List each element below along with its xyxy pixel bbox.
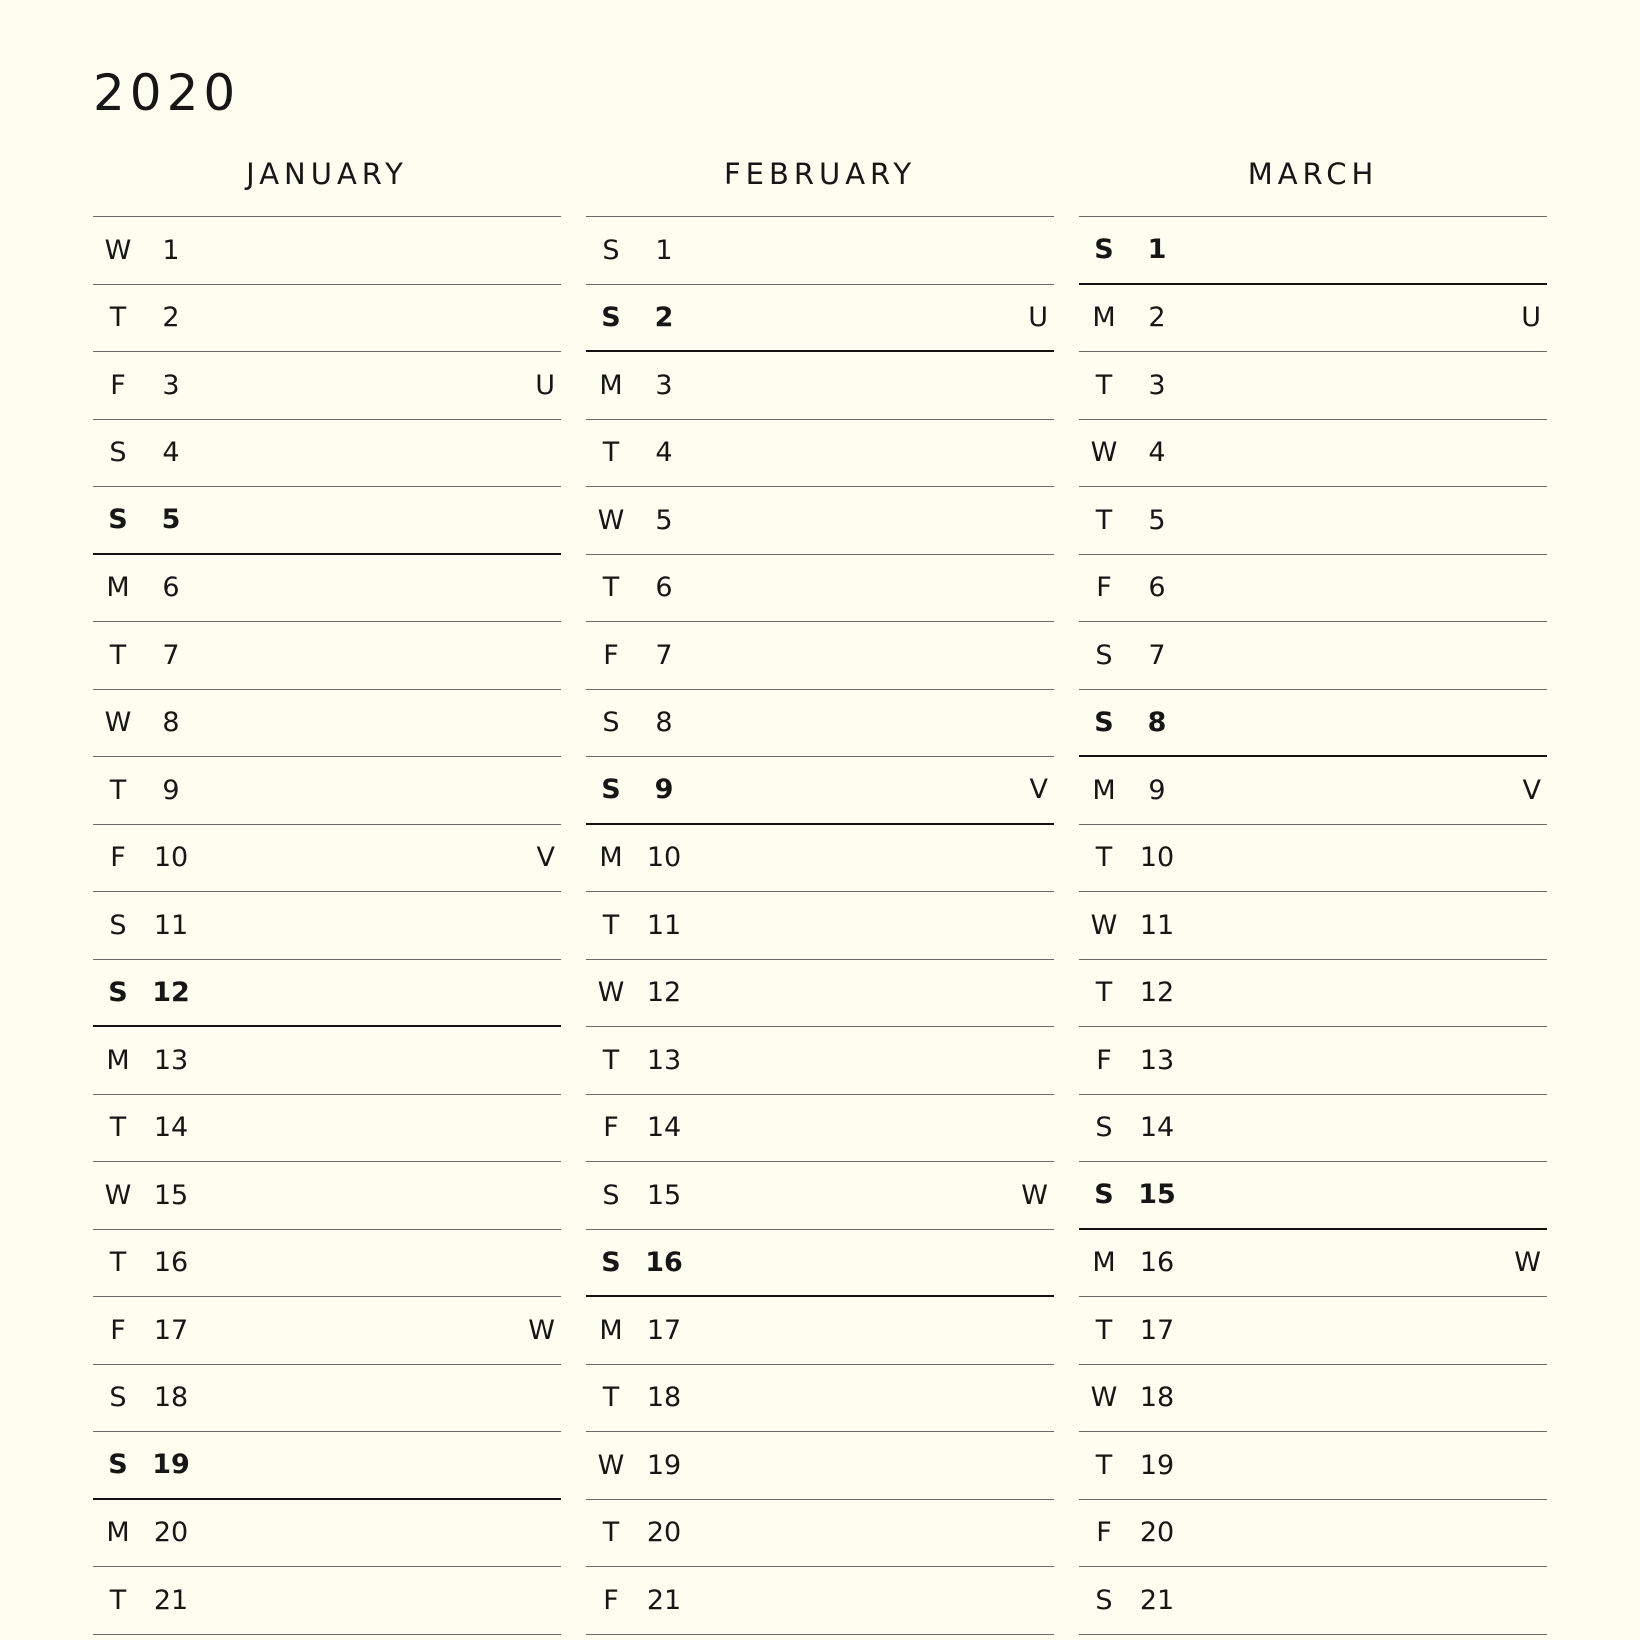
day-row	[586, 1500, 1054, 1568]
day-number: 6	[162, 572, 180, 604]
day-row	[1079, 555, 1547, 623]
day-row	[93, 1230, 561, 1298]
day-number: 2	[654, 301, 674, 333]
day-of-week: S	[1094, 1179, 1114, 1211]
day-row	[93, 555, 561, 623]
day-row	[586, 622, 1054, 690]
day-of-week: T	[602, 1044, 620, 1076]
day-row	[93, 960, 561, 1028]
month-name: MARCH	[1247, 157, 1379, 191]
month-name: FEBRUARY	[723, 157, 917, 191]
day-number: 2	[1148, 302, 1166, 334]
day-row	[93, 1500, 561, 1568]
day-row	[1079, 690, 1547, 758]
day-row	[93, 1297, 561, 1365]
day-number: 14	[646, 1112, 682, 1144]
day-number: 21	[1139, 1584, 1175, 1616]
day-number: 3	[162, 369, 180, 401]
day-mark: U	[535, 369, 555, 401]
day-of-week: S	[602, 1179, 620, 1211]
day-number: 19	[646, 1449, 682, 1481]
day-number: 14	[153, 1112, 189, 1144]
day-row	[1079, 1365, 1547, 1433]
day-number: 13	[153, 1044, 189, 1076]
day-of-week: W	[104, 1179, 132, 1211]
day-list	[1079, 216, 1547, 1635]
day-row	[586, 892, 1054, 960]
day-of-week: W	[104, 234, 132, 266]
day-of-week: T	[602, 1382, 620, 1414]
day-row	[586, 285, 1054, 353]
day-row	[1079, 285, 1547, 353]
day-number: 3	[655, 369, 673, 401]
day-of-week: W	[1090, 1382, 1118, 1414]
day-number: 2	[162, 302, 180, 334]
day-row	[93, 487, 561, 555]
day-of-week: W	[597, 504, 625, 536]
day-number: 6	[1148, 572, 1166, 604]
day-of-week: T	[602, 437, 620, 469]
day-number: 20	[1139, 1517, 1175, 1549]
day-row	[93, 1095, 561, 1163]
day-number: 4	[162, 437, 180, 469]
day-number: 9	[1148, 774, 1166, 806]
day-row	[586, 217, 1054, 285]
day-number: 8	[162, 707, 180, 739]
day-of-week: F	[1096, 572, 1112, 604]
day-number: 17	[153, 1314, 189, 1346]
day-of-week: F	[110, 1314, 126, 1346]
day-number: 19	[1139, 1449, 1175, 1481]
day-row	[93, 622, 561, 690]
day-row	[586, 1027, 1054, 1095]
day-number: 16	[1139, 1247, 1175, 1279]
day-of-week: S	[601, 774, 621, 806]
day-of-week: M	[599, 842, 623, 874]
day-row	[586, 960, 1054, 1028]
day-number: 9	[654, 774, 674, 806]
day-number: 13	[1139, 1044, 1175, 1076]
day-number: 15	[646, 1179, 682, 1211]
day-number: 16	[153, 1247, 189, 1279]
day-number: 7	[655, 639, 673, 671]
month-column-march	[1079, 150, 1547, 1635]
day-number: 12	[1139, 977, 1175, 1009]
day-of-week: T	[602, 1517, 620, 1549]
day-number: 19	[152, 1449, 190, 1481]
day-of-week: S	[601, 301, 621, 333]
day-of-week: T	[602, 909, 620, 941]
day-of-week: T	[1095, 842, 1113, 874]
day-number: 10	[1139, 842, 1175, 874]
day-of-week: S	[1095, 639, 1113, 671]
day-number: 18	[153, 1382, 189, 1414]
month-column-january	[93, 150, 561, 1635]
day-mark: U	[1521, 302, 1541, 334]
day-row	[93, 1162, 561, 1230]
day-of-week: T	[109, 302, 127, 334]
day-number: 7	[162, 639, 180, 671]
day-row	[1079, 1027, 1547, 1095]
day-number: 7	[1148, 639, 1166, 671]
day-row	[1079, 420, 1547, 488]
day-of-week: T	[1095, 504, 1113, 536]
day-row	[93, 690, 561, 758]
day-row	[1079, 217, 1547, 285]
day-number: 4	[1148, 437, 1166, 469]
month-name: JANUARY	[246, 157, 408, 191]
day-of-week: S	[109, 1382, 127, 1414]
day-mark: W	[1021, 1179, 1048, 1211]
day-number: 8	[655, 707, 673, 739]
day-number: 18	[1139, 1382, 1175, 1414]
month-column-february	[586, 150, 1054, 1635]
day-row	[1079, 757, 1547, 825]
day-row	[586, 487, 1054, 555]
day-row	[1079, 1095, 1547, 1163]
day-of-week: S	[602, 707, 620, 739]
day-row	[586, 1432, 1054, 1500]
day-of-week: S	[1094, 234, 1114, 266]
day-mark: W	[528, 1314, 555, 1346]
day-number: 15	[1138, 1179, 1176, 1211]
day-row	[93, 285, 561, 353]
day-of-week: T	[109, 639, 127, 671]
day-of-week: T	[109, 774, 127, 806]
day-row	[1079, 622, 1547, 690]
day-number: 17	[1139, 1314, 1175, 1346]
day-row	[1079, 892, 1547, 960]
day-of-week: M	[599, 1314, 623, 1346]
day-row	[93, 892, 561, 960]
day-of-week: W	[597, 977, 625, 1009]
day-number: 18	[646, 1382, 682, 1414]
day-of-week: F	[110, 369, 126, 401]
day-number: 20	[153, 1517, 189, 1549]
day-of-week: T	[1095, 1314, 1113, 1346]
day-row	[586, 1365, 1054, 1433]
day-row	[93, 1365, 561, 1433]
day-number: 21	[153, 1584, 189, 1616]
day-row	[586, 352, 1054, 420]
day-of-week: F	[603, 1584, 619, 1616]
day-list	[586, 216, 1054, 1635]
day-number: 9	[162, 774, 180, 806]
day-row	[93, 825, 561, 893]
day-row	[1079, 1500, 1547, 1568]
day-number: 10	[646, 842, 682, 874]
day-of-week: M	[106, 1517, 130, 1549]
day-of-week: S	[108, 504, 128, 536]
day-number: 11	[153, 909, 189, 941]
day-of-week: M	[599, 369, 623, 401]
day-row	[1079, 1230, 1547, 1298]
day-row	[1079, 1432, 1547, 1500]
day-of-week: S	[109, 909, 127, 941]
day-row	[93, 217, 561, 285]
day-number: 11	[646, 909, 682, 941]
day-number: 11	[1139, 909, 1175, 941]
day-of-week: T	[1095, 977, 1113, 1009]
day-number: 12	[646, 977, 682, 1009]
day-number: 3	[1148, 369, 1166, 401]
day-row	[586, 1297, 1054, 1365]
day-of-week: S	[602, 234, 620, 266]
day-of-week: W	[1090, 437, 1118, 469]
day-mark: W	[1514, 1247, 1541, 1279]
day-number: 15	[153, 1179, 189, 1211]
day-row	[1079, 1567, 1547, 1635]
day-row	[93, 757, 561, 825]
day-number: 5	[161, 504, 181, 536]
year-title: 2020	[93, 64, 241, 122]
day-number: 1	[162, 234, 180, 266]
day-of-week: T	[1095, 369, 1113, 401]
day-list	[93, 216, 561, 1635]
day-of-week: T	[109, 1247, 127, 1279]
day-of-week: F	[603, 639, 619, 671]
day-row	[586, 1162, 1054, 1230]
day-of-week: M	[1092, 302, 1116, 334]
day-of-week: M	[106, 1044, 130, 1076]
day-of-week: S	[1094, 706, 1114, 738]
day-number: 17	[646, 1314, 682, 1346]
day-of-week: M	[106, 572, 130, 604]
day-number: 6	[655, 572, 673, 604]
day-of-week: F	[1096, 1044, 1112, 1076]
day-row	[586, 1567, 1054, 1635]
day-of-week: F	[1096, 1517, 1112, 1549]
day-mark: U	[1028, 301, 1048, 333]
day-of-week: S	[1095, 1584, 1113, 1616]
day-of-week: W	[104, 707, 132, 739]
day-of-week: T	[109, 1584, 127, 1616]
day-number: 20	[646, 1517, 682, 1549]
day-row	[586, 757, 1054, 825]
day-of-week: W	[597, 1449, 625, 1481]
day-number: 4	[655, 437, 673, 469]
day-row	[1079, 487, 1547, 555]
day-row	[1079, 1162, 1547, 1230]
day-number: 10	[153, 842, 189, 874]
day-row	[586, 1095, 1054, 1163]
day-of-week: S	[601, 1246, 621, 1278]
day-mark: V	[536, 842, 555, 874]
day-number: 14	[1139, 1112, 1175, 1144]
day-row	[93, 352, 561, 420]
day-number: 12	[152, 976, 190, 1008]
day-of-week: T	[1095, 1449, 1113, 1481]
day-row	[586, 420, 1054, 488]
day-row	[93, 420, 561, 488]
day-row	[586, 555, 1054, 623]
day-number: 13	[646, 1044, 682, 1076]
day-row	[586, 1230, 1054, 1298]
day-row	[93, 1567, 561, 1635]
day-of-week: S	[108, 976, 128, 1008]
day-of-week: M	[1092, 1247, 1116, 1279]
day-row	[93, 1027, 561, 1095]
day-number: 21	[646, 1584, 682, 1616]
day-of-week: T	[109, 1112, 127, 1144]
day-mark: V	[1029, 774, 1048, 806]
day-number: 1	[655, 234, 673, 266]
day-row	[1079, 960, 1547, 1028]
day-of-week: W	[1090, 909, 1118, 941]
day-of-week: S	[108, 1449, 128, 1481]
day-row	[586, 825, 1054, 893]
day-number: 8	[1147, 706, 1167, 738]
day-row	[1079, 825, 1547, 893]
day-of-week: S	[1095, 1112, 1113, 1144]
day-of-week: F	[603, 1112, 619, 1144]
day-of-week: M	[1092, 774, 1116, 806]
day-row	[1079, 1297, 1547, 1365]
day-number: 16	[645, 1246, 683, 1278]
day-of-week: S	[109, 437, 127, 469]
day-row	[586, 690, 1054, 758]
day-mark: V	[1522, 774, 1541, 806]
day-number: 1	[1147, 234, 1167, 266]
day-row	[93, 1432, 561, 1500]
day-number: 5	[1148, 504, 1166, 536]
day-row	[1079, 352, 1547, 420]
day-number: 5	[655, 504, 673, 536]
day-of-week: T	[602, 572, 620, 604]
day-of-week: F	[110, 842, 126, 874]
